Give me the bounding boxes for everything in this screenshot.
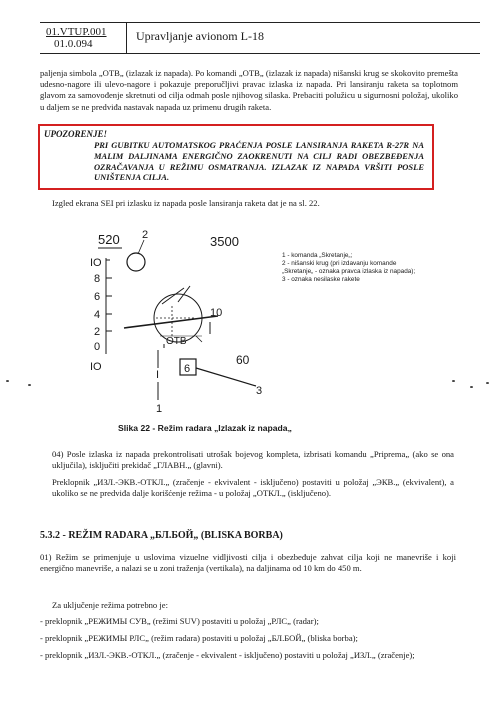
paragraph-after-attack: 04) Posle izlaska iz napada prekontrolisati utrošak bojevog kompleta, izbrisati komandu „Priprema„ (ako se ona uključila), isključiti prekidač „ГЛАВН.„ (glavni). <box>52 449 454 471</box>
document-code-box <box>40 23 127 53</box>
document-revision: 01.0.094 <box>54 38 93 50</box>
paragraph-mode-description: 01) Režim se primenjuje u uslovima vizuelne vidljivosti cilja i obezbeđuje zahvat cilja koji ne manevriše i koji energično manevriše, a nalazi se u zoni traženja (vertikala), na daljinama od 10 km do 450 m. <box>40 552 456 574</box>
paragraph-switch: Preklopnik „ИЗЛ.-ЭКВ.-ОТКЛ.„ (zračenje - ekvivalent - isključeno) postaviti u položaj „ЭКВ.„ (ekvivalent), a ukoliko se ne predviđa dalje korišćenje režima - u položaj „ОТКЛ.„ (isključeno). <box>52 477 454 499</box>
paragraph-figure-ref: Izgled ekrana SEI pri izlasku iz napada posle lansiranja raketa dat je na sl. 22. <box>52 198 320 208</box>
fig-label-otb: OTB <box>166 336 187 347</box>
legend-item-3: 3 - oznaka nesilaske rakete <box>282 276 360 283</box>
section-heading: 5.3.2 - REŽIM RADARA „БЛ.БОЙ„ (BLISKA BORBA) <box>40 530 283 541</box>
header-title: Upravljanje avionom L-18 <box>136 29 264 43</box>
fig-callout-3: 3 <box>256 385 263 397</box>
fig-label-60: 60 <box>236 353 250 367</box>
warning-box <box>38 124 434 190</box>
warning-title: UPOZORENJE! <box>44 129 108 139</box>
scale-label-2: 2 <box>94 326 101 338</box>
page-header <box>40 22 480 54</box>
paragraph-intro: paljenja simbola „OTB„ (izlazak iz napada). Po komandi „OTB„ (izlazak iz napada) nišanski krug se skokovito premešta udesno-nagore ili ulevo-nagore i pokazuje preporučljivi pravac izlaska iz napada. Pri lansiranju raketa sa toplotnom glavom za samovođenje skretnuti od cilja odmah posle njihovog silaska. Prebaciti polužicu u sigurnosni položaj, ukoliko u daljem se ne predviđa nastavak napada uz primenu drugih raketa. <box>40 68 458 112</box>
fig-callout-1: 1 <box>156 403 163 415</box>
fig-label-boxed-6: 6 <box>184 363 191 375</box>
legend-item-2: 2 - nišanski krug (pri izdavanju komande „Skretanje„ - oznaka pravca izlaska iz napada); <box>282 260 416 275</box>
scale-label-0: 0 <box>94 341 101 353</box>
sight-circle <box>127 253 145 271</box>
list-item: - preklopnik „РЕЖИМЫ СУВ„ (režimi SUV) postaviti u položaj „РЛС„ (radar); <box>40 616 319 626</box>
fig-label-bottom-1: I <box>156 369 160 381</box>
legend-item-1: 1 - komanda „Skretanje„; <box>282 252 353 259</box>
scan-speck <box>452 380 455 382</box>
scale-label-6: 6 <box>94 291 101 303</box>
radar-display-figure <box>60 218 300 418</box>
fig-label-10-right: 10 <box>210 307 223 319</box>
document-code: 01.VTUP.001 <box>46 26 107 38</box>
paragraph-activation: Za uključenje režima potrebno je: <box>52 600 168 610</box>
figure-caption: Slika 22 - Režim radara „Izlazak iz napada„ <box>118 423 292 433</box>
fig-callout-2: 2 <box>142 229 149 241</box>
scale-label-4: 4 <box>94 309 101 321</box>
scale-label-bottom-10: IO <box>90 361 102 373</box>
fig-label-520: 520 <box>98 232 120 247</box>
scale-label-10: IO <box>90 257 102 269</box>
list-item: - preklopnik „РЕЖИМЫ РЛС„ (režim radara) postaviti u položaj „БЛ.БОЙ„ (bliska borba); <box>40 633 358 643</box>
fig-label-3500: 3500 <box>210 234 239 249</box>
list-item: - preklopnik „ИЗЛ.-ЭКВ.-ОТКЛ.„ (zračenje - ekvivalent - isključeno) postaviti u položaj „ИЗЛ.„ (zračenje); <box>40 650 415 660</box>
scan-speck <box>486 382 489 384</box>
figure-legend <box>282 252 422 284</box>
warning-text: PRI GUBITKU AUTOMATSKOG PRAĆENJA POSLE LANSIRANJA RAKETA R-27R NA MALIM DALJINAMA ENERGIČNO ZAOKRENUTI NA CILJ RADI OBEZBEĐENJA OZRAČAVANJA U REŽIMU OSMATRANJA. IZLAZAK IZ NAPADA VRŠITI POSLE UNIŠTENJA CILJA. <box>94 140 424 183</box>
scan-speck <box>6 380 9 382</box>
scan-speck <box>28 384 31 386</box>
scale-label-8: 8 <box>94 273 101 285</box>
scan-speck <box>470 386 473 388</box>
